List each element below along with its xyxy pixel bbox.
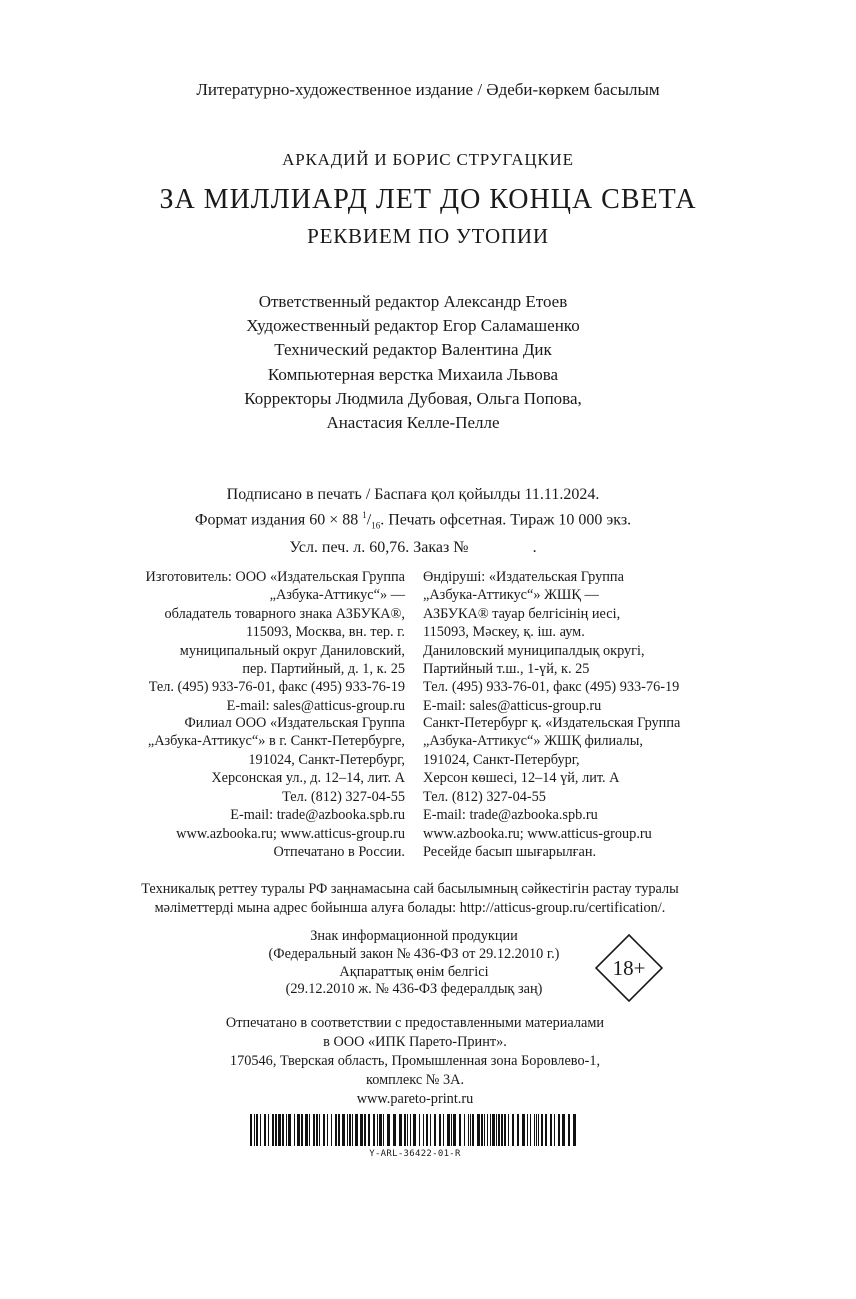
printer-line: 170546, Тверская область, Промышленная зона Боровлево-1,: [229, 1053, 601, 1069]
authors: АРКАДИЙ И БОРИС СТРУГАЦКИЕ: [282, 150, 574, 169]
info-sign-line: (29.12.2010 ж. № 436-ФЗ федералдық заң): [285, 981, 543, 998]
manufacturer-ru: [60, 568, 405, 715]
branch-ru-line: Филиал ООО «Издательская Группа: [184, 715, 405, 731]
format-suffix: . Печать офсетная. Тираж 10 000 экз.: [380, 511, 632, 529]
barcode-bar: [393, 1114, 396, 1146]
manufacturer-ru-line: обладатель товарного знака АЗБУКА®,: [164, 605, 405, 622]
manufacturer-ru-line: пер. Партийный, д. 1, к. 25: [242, 661, 405, 678]
barcode-bar: [484, 1114, 485, 1146]
barcode-bar: [447, 1114, 450, 1146]
info-sign-line: Знак информационной продукции: [310, 928, 518, 944]
manufacturer-kz-line: Тел. (495) 933-76-01, факс (495) 933-76-19: [423, 679, 680, 696]
barcode-bar: [275, 1114, 277, 1146]
tech-regulation-line: Техникалық реттеу туралы РФ заңнамасына сай басылымның сәйкестігін растау туралы: [141, 881, 679, 897]
barcode-bar: [423, 1114, 424, 1146]
branch-ru-line: „Азбука-Аттикус“» в г. Санкт-Петербурге,: [147, 733, 405, 750]
branch-ru-line: Херсонская ул., д. 12–14, лит. А: [211, 770, 405, 787]
barcode-bar: [278, 1114, 281, 1146]
format-line: Формат издания 60 × 88 $^1/_{16}$. Печать офсетная. Тираж 10 000 экз.: [194, 510, 632, 531]
manufacturer-ru-line: Тел. (495) 933-76-01, факс (495) 933-76-19: [148, 679, 405, 696]
barcode-bar: [250, 1114, 252, 1146]
barcode-bar: [335, 1114, 337, 1146]
barcode-bar: [530, 1114, 531, 1146]
printed-in-russia-kz: Ресейде басып шығарылған.: [423, 844, 597, 861]
manufacturer-kz-line: Даниловский муниципалдық округі,: [423, 642, 645, 659]
barcode-text: Y-ARL-36422-01-R: [369, 1149, 461, 1159]
barcode-bar: [453, 1114, 456, 1146]
barcode-bar: [368, 1114, 370, 1146]
barcode-bar: [498, 1114, 500, 1146]
barcode-bar: [558, 1114, 560, 1146]
signed-line: Подписано в печать / Баспаға қол қойылды 11.11.2024.: [226, 486, 600, 503]
barcode-bar: [477, 1114, 480, 1146]
manufacturer-ru-email: E-mail: sales@atticus-group.ru: [226, 697, 405, 714]
branch-kz-line: Санкт-Петербург қ. «Издательская Группа: [423, 715, 681, 731]
manufacturer-ru-line: муниципальный округ Даниловский,: [179, 642, 405, 659]
credit-line: Ответственный редактор Александр Етоев: [258, 292, 568, 311]
branch-kz-line: Херсон көшесі, 12–14 үй, лит. А: [423, 770, 620, 787]
barcode-bar: [508, 1114, 509, 1146]
barcode-bar: [373, 1114, 375, 1146]
barcode-bar: [254, 1114, 255, 1146]
credit-line: Анастасия Келле-Пелле: [326, 413, 500, 433]
barcode-bar: [410, 1114, 411, 1146]
branch-ru: [60, 714, 405, 824]
barcode-bar: [517, 1114, 519, 1146]
barcode-bar: [379, 1114, 382, 1146]
printer-line: в ООО «ИПК Парето-Принт».: [323, 1034, 507, 1050]
barcode-bar: [331, 1114, 332, 1146]
barcode-bar: [501, 1114, 503, 1146]
info-sign-line: (Федеральный закон № 436-ФЗ от 29.12.2010 г.): [268, 945, 560, 962]
barcode-bar: [470, 1114, 471, 1146]
credit-line: Корректоры Людмила Дубовая, Ольга Попова,: [244, 388, 582, 408]
barcode-bar: [399, 1114, 402, 1146]
barcode-bar: [294, 1114, 295, 1146]
format-numerator: 1: [362, 510, 367, 520]
manufacturer-ru-line: 115093, Москва, вн. тер. г.: [246, 624, 405, 641]
barcode-bar: [305, 1114, 308, 1146]
barcode-bar: [383, 1114, 384, 1146]
barcode-bar: [256, 1114, 258, 1146]
age-rating-badge: [594, 933, 664, 1003]
barcode-bar: [562, 1114, 565, 1146]
barcode-bar: [338, 1114, 340, 1146]
barcode-bar: [349, 1114, 351, 1146]
barcode-bar: [327, 1114, 328, 1146]
barcode-bar: [347, 1114, 348, 1146]
manufacturer-kz-line: Өндіруші: «Издательская Группа: [423, 569, 624, 585]
barcode-bar: [434, 1114, 436, 1146]
barcode-bar: [464, 1114, 465, 1146]
barcode-bar: [268, 1114, 269, 1146]
manufacturer-ru-line: Изготовитель: ООО «Издательская Группа: [145, 569, 405, 585]
book-subtitle: РЕКВИЕМ ПО УТОПИИ: [307, 224, 549, 248]
barcode-bar: [487, 1114, 488, 1146]
printer-line: Отпечатано в соответствии с предоставленными материалами: [225, 1015, 605, 1031]
barcode-bar: [538, 1114, 539, 1146]
sheets-end: .: [532, 538, 537, 556]
manufacturer-kz: [423, 568, 823, 715]
barcode-bar: [313, 1114, 315, 1146]
tech-regulation: [0, 880, 820, 917]
barcode-bar: [297, 1114, 300, 1146]
branch-kz: [423, 714, 823, 824]
credit-line: Технический редактор Валентина Дик: [274, 340, 552, 360]
manufacturer-kz-line: Партийный т.ш., 1-үй, к. 25: [423, 661, 590, 678]
barcode-bar: [407, 1114, 408, 1146]
barcode-bar: [404, 1114, 406, 1146]
genre-line: Литературно-художественное издание / Әдеби-көркем басылым: [196, 80, 660, 99]
barcode-bar: [490, 1114, 491, 1146]
web-ru: [60, 825, 405, 862]
barcode-bar: [387, 1114, 390, 1146]
barcode-bar: [377, 1114, 378, 1146]
book-title: ЗА МИЛЛИАРД ЛЕТ ДО КОНЦА СВЕТА: [159, 184, 697, 215]
barcode-bar: [288, 1114, 291, 1146]
barcode-bar: [550, 1114, 552, 1146]
barcode-bar: [451, 1114, 452, 1146]
barcode-bar: [342, 1114, 345, 1146]
tech-regulation-line: мәліметтерді мына адрес бойынша алуға болады: http://atticus-group.ru/certification/.: [154, 899, 666, 916]
barcode-bar: [282, 1114, 284, 1146]
sheets-text: Усл. печ. л. 60,76. Заказ №: [289, 538, 469, 556]
branch-ru-email: E-mail: trade@azbooka.spb.ru: [230, 807, 405, 824]
barcode-bar: [512, 1114, 514, 1146]
barcode-bar: [472, 1114, 474, 1146]
branch-kz-line: „Азбука-Аттикус“» ЖШҚ филиалы,: [423, 733, 643, 750]
credit-line: Компьютерная верстка Михаила Львова: [267, 364, 559, 384]
printer-website: www.pareto-print.ru: [356, 1091, 474, 1107]
barcode-bar: [568, 1114, 570, 1146]
branch-ru-line: 191024, Санкт-Петербург,: [248, 751, 405, 768]
barcode-bar: [364, 1114, 366, 1146]
manufacturer-kz-email: E-mail: sales@atticus-group.ru: [423, 697, 602, 714]
barcode-bar: [419, 1114, 420, 1146]
barcode-bar: [554, 1114, 555, 1146]
barcode-bar: [260, 1114, 261, 1146]
info-sign-line: Ақпараттық өнім белгісі: [339, 963, 489, 980]
branch-ru-line: Тел. (812) 327-04-55: [282, 788, 405, 805]
barcode-bar: [536, 1114, 537, 1146]
barcode-bar: [443, 1114, 444, 1146]
barcode-bar: [413, 1114, 416, 1146]
format-prefix: Формат издания 60 × 88: [194, 511, 359, 529]
barcode-bar: [426, 1114, 428, 1146]
barcode-bar: [319, 1114, 320, 1146]
barcode-bar: [481, 1114, 483, 1146]
manufacturer-ru-line: „Азбука-Аттикус“» —: [269, 587, 405, 604]
barcode-bar: [264, 1114, 266, 1146]
age-rating-diamond: [594, 933, 664, 1003]
web-kz: [423, 825, 823, 862]
printer-line: комплекс № 3А.: [365, 1072, 465, 1088]
barcode: [250, 1114, 580, 1146]
printed-in-russia: Отпечатано в России.: [273, 844, 405, 861]
age-rating-text: 18+: [612, 956, 646, 980]
barcode-bar: [522, 1114, 525, 1146]
websites-ru: www.azbooka.ru; www.atticus-group.ru: [176, 826, 405, 842]
info-sign: [200, 928, 628, 999]
barcode-bar: [504, 1114, 506, 1146]
credits-block: [0, 290, 826, 435]
print-info: [0, 484, 826, 558]
manufacturer-kz-line: 115093, Мәскеу, қ. іш. аум.: [423, 624, 585, 641]
format-denominator: 16: [371, 520, 381, 531]
branch-kz-line: Тел. (812) 327-04-55: [423, 788, 546, 805]
barcode-bar: [355, 1114, 358, 1146]
barcode-bar: [323, 1114, 325, 1146]
barcode-bar: [352, 1114, 353, 1146]
barcode-bar: [492, 1114, 495, 1146]
barcode-bar: [309, 1114, 310, 1146]
sheets-line: [0, 537, 826, 558]
barcode-bar: [301, 1114, 303, 1146]
branch-kz-line: 191024, Санкт-Петербург,: [423, 751, 580, 768]
barcode-bar: [468, 1114, 469, 1146]
barcode-bar: [496, 1114, 497, 1146]
barcode-bar: [316, 1114, 318, 1146]
manufacturer-kz-line: „Азбука-Аттикус“» ЖШҚ —: [423, 587, 599, 604]
barcode-bar: [430, 1114, 431, 1146]
barcode-bar: [272, 1114, 274, 1146]
barcode-bar: [534, 1114, 535, 1146]
credit-line: Художественный редактор Егор Саламашенко: [246, 316, 580, 336]
barcode-bar: [573, 1114, 576, 1146]
barcode-bar: [286, 1114, 287, 1146]
barcode-bar: [541, 1114, 543, 1146]
barcode-bar: [545, 1114, 547, 1146]
barcode-bar: [527, 1114, 528, 1146]
barcode-bar: [439, 1114, 441, 1146]
manufacturer-kz-line: АЗБУКА® тауар белгісінің иесі,: [423, 605, 621, 622]
barcode-bar: [459, 1114, 461, 1146]
websites-kz: www.azbooka.ru; www.atticus-group.ru: [423, 826, 652, 842]
barcode-bar: [360, 1114, 363, 1146]
branch-kz-email: E-mail: trade@azbooka.spb.ru: [423, 807, 598, 824]
printer-info: [0, 1014, 830, 1109]
